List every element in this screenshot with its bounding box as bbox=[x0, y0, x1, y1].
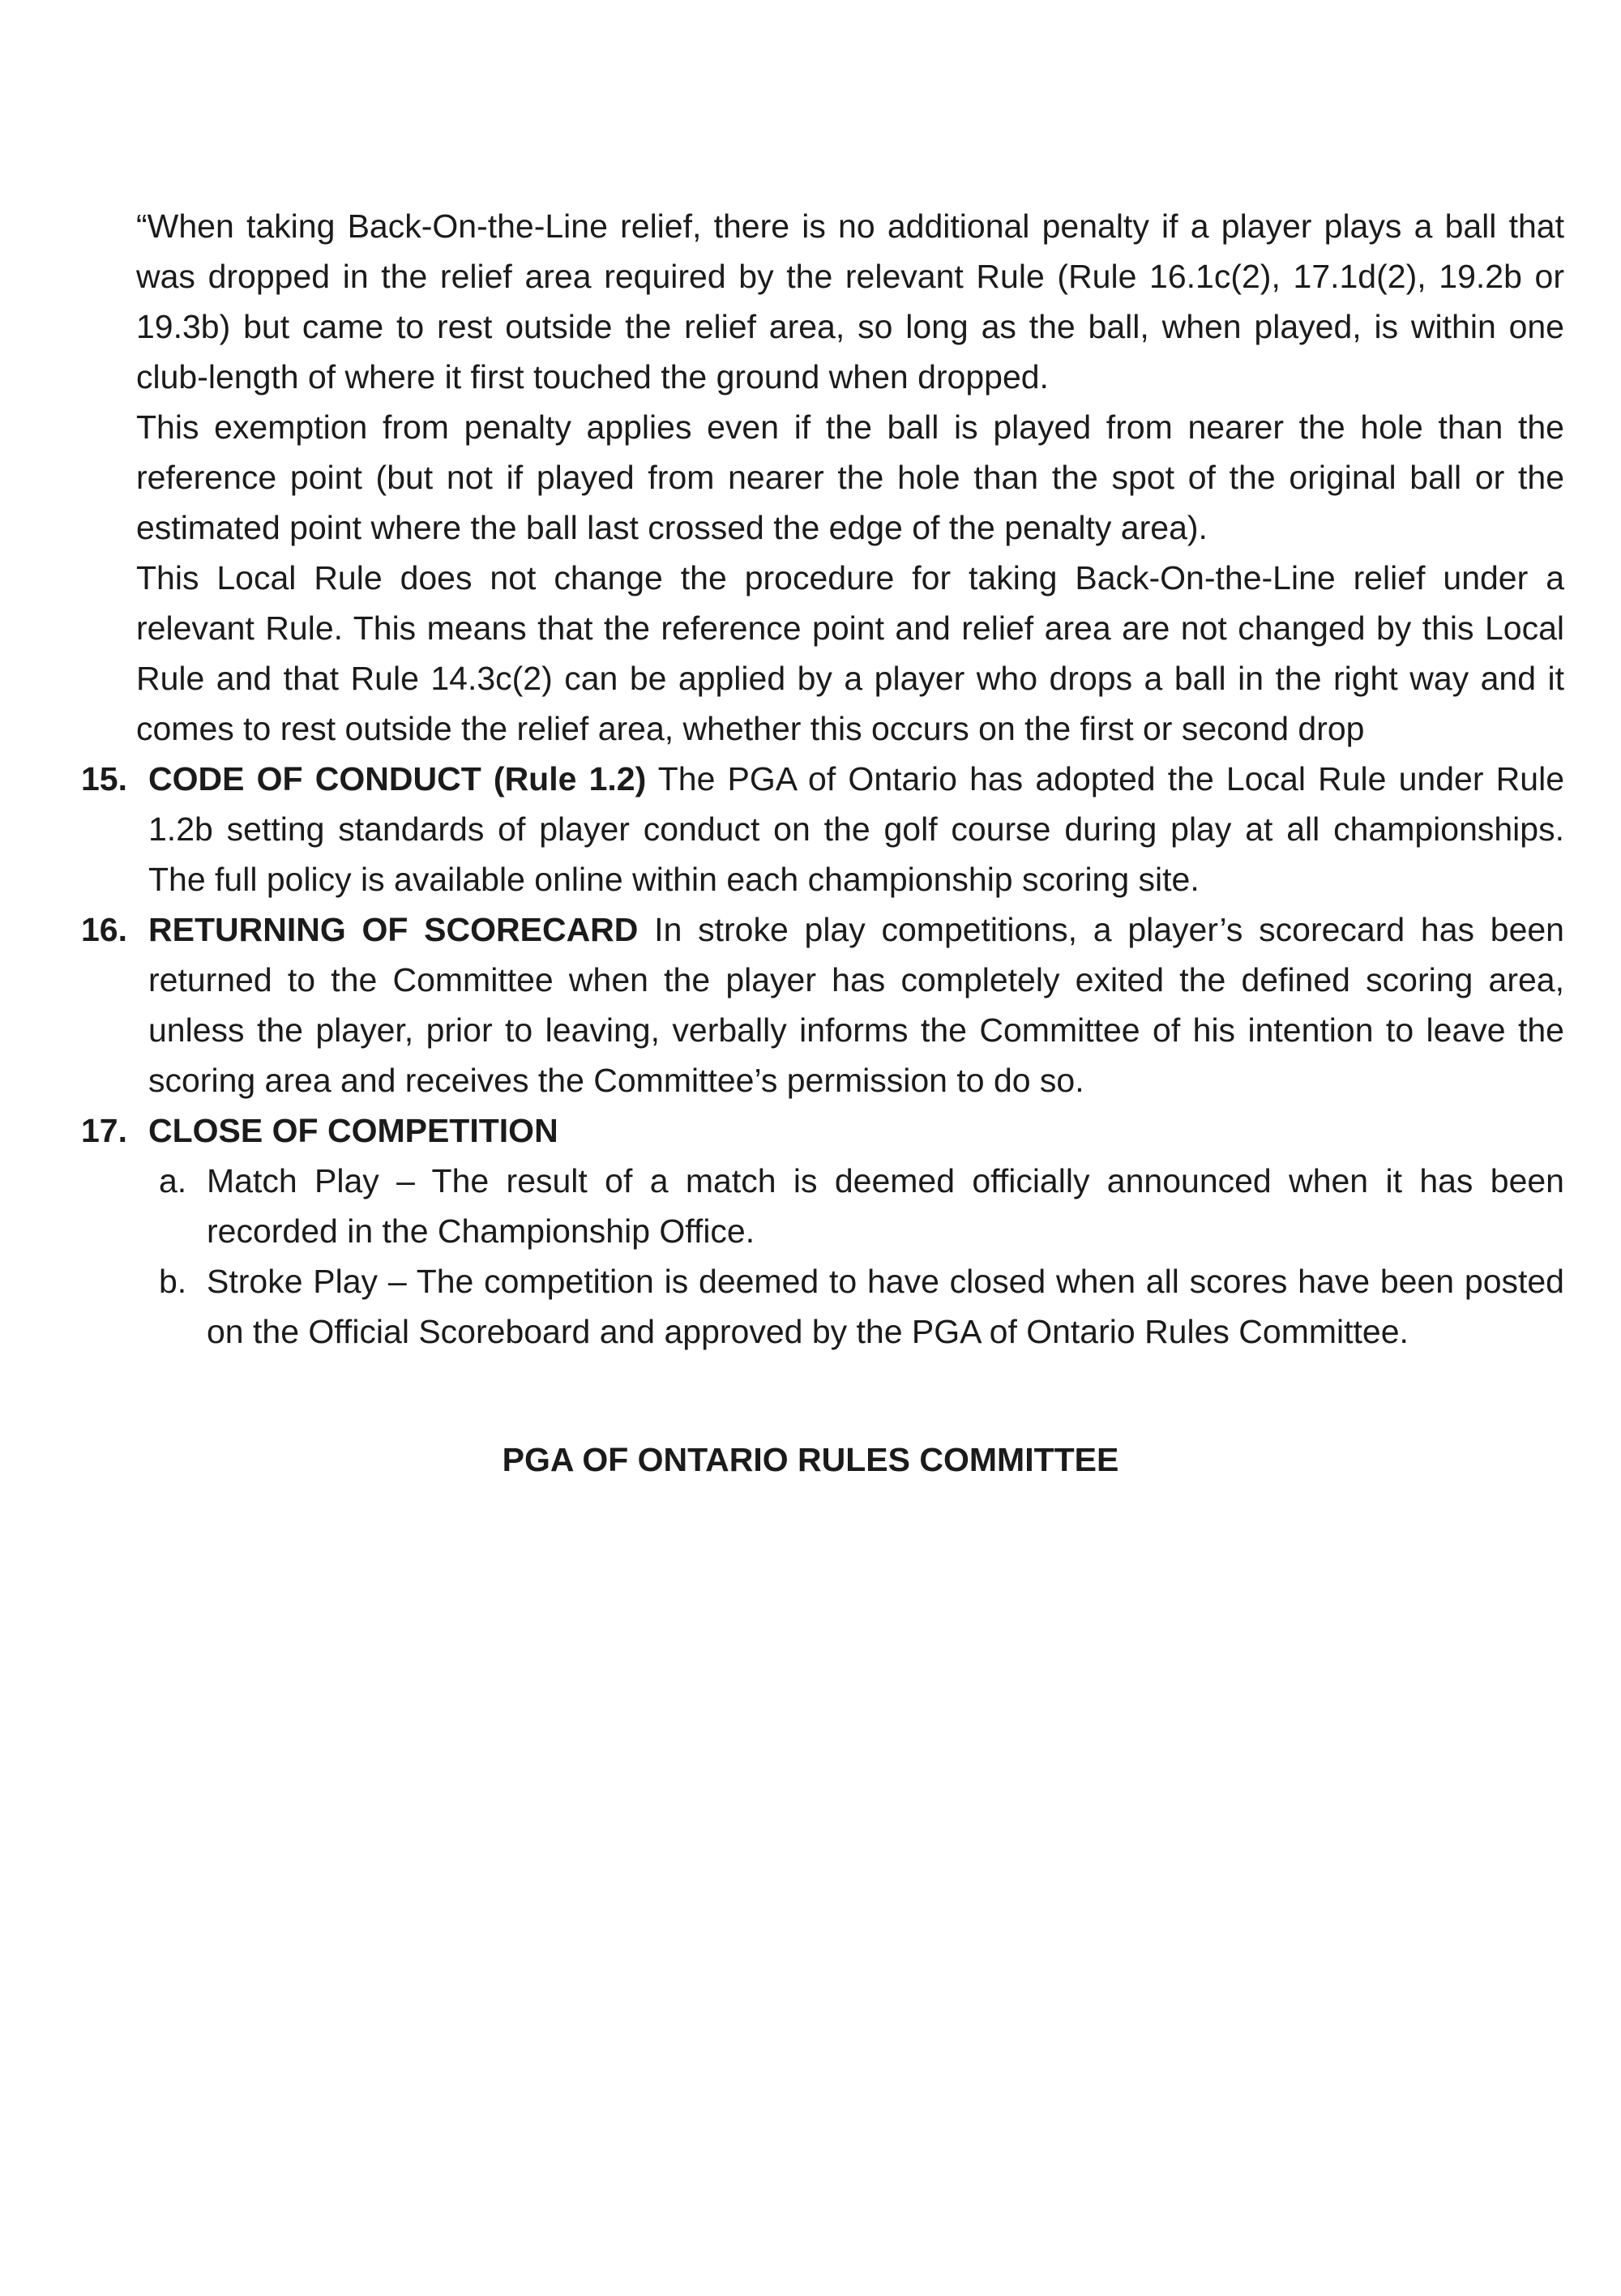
subitem-stroke-play bbox=[159, 1256, 1564, 1357]
rule-item-17 bbox=[81, 1105, 1564, 1156]
subitem-text: Stroke Play – The competition is deemed to have closed when all scores have been posted on the Official Scoreboard and approved by the PGA of Ontario Rules Committee. bbox=[207, 1263, 1564, 1350]
paragraph-back-on-the-line-quote: “When taking Back-On-the-Line relief, there is no additional penalty if a player plays a ball that was dropped in the relief area required by the relevant Rule (Rule 16.1c(2), 17.1d(2), 19.2b or 19.3b) but came to rest outside the relief area, so long as the ball, when played, is within one club-length of where it first touched the ground when dropped. bbox=[136, 207, 1564, 395]
rule-number: 15. bbox=[81, 760, 127, 797]
subitem-match-play bbox=[159, 1156, 1564, 1256]
rule-body: The PGA of Ontario has adopted the Local Rule under Rule 1.2b setting standards of player conduct on the golf course during play at all championships. The full policy is available online within each championship scoring site. bbox=[148, 760, 1564, 898]
rules-committee-heading: PGA OF ONTARIO RULES COMMITTEE bbox=[502, 1441, 1119, 1478]
rule-item-15 bbox=[81, 754, 1564, 904]
rule-item-16 bbox=[81, 904, 1564, 1105]
subitem-marker: a. bbox=[159, 1162, 187, 1199]
rule-number: 16. bbox=[81, 911, 127, 948]
subitem-marker: b. bbox=[159, 1263, 187, 1300]
rule-title: CLOSE OF COMPETITION bbox=[148, 1112, 558, 1149]
rule-body: In stroke play competitions, a player’s scorecard has been returned to the Committee when the player has completely exited the defined scoring area, unless the player, prior to leaving, verbally informs the Committee of his intention to leave the scoring area and receives the Committee’s permission to do so. bbox=[148, 911, 1564, 1099]
subitem-text: Match Play – The result of a match is deemed officially announced when it has been recorded in the Championship Office. bbox=[207, 1162, 1564, 1250]
paragraph-local-rule-procedure: This Local Rule does not change the procedure for taking Back-On-the-Line relief under a relevant Rule. This means that the reference point and relief area are not changed by this Local Rule and that Rule 14.3c(2) can be applied by a player who drops a ball in the right way and it comes to rest outside the relief area, whether this occurs on the first or second drop bbox=[136, 559, 1564, 747]
rule-number: 17. bbox=[81, 1112, 127, 1149]
rule-title: RETURNING OF SCORECARD bbox=[148, 911, 639, 948]
paragraph-exemption-from-penalty: This exemption from penalty applies even if the ball is played from nearer the hole than the reference point (but not if played from nearer the hole than the spot of the original ball or the estimated point where the ball last crossed the edge of the penalty area). bbox=[136, 408, 1564, 546]
rule-title: CODE OF CONDUCT (Rule 1.2) bbox=[148, 760, 647, 797]
